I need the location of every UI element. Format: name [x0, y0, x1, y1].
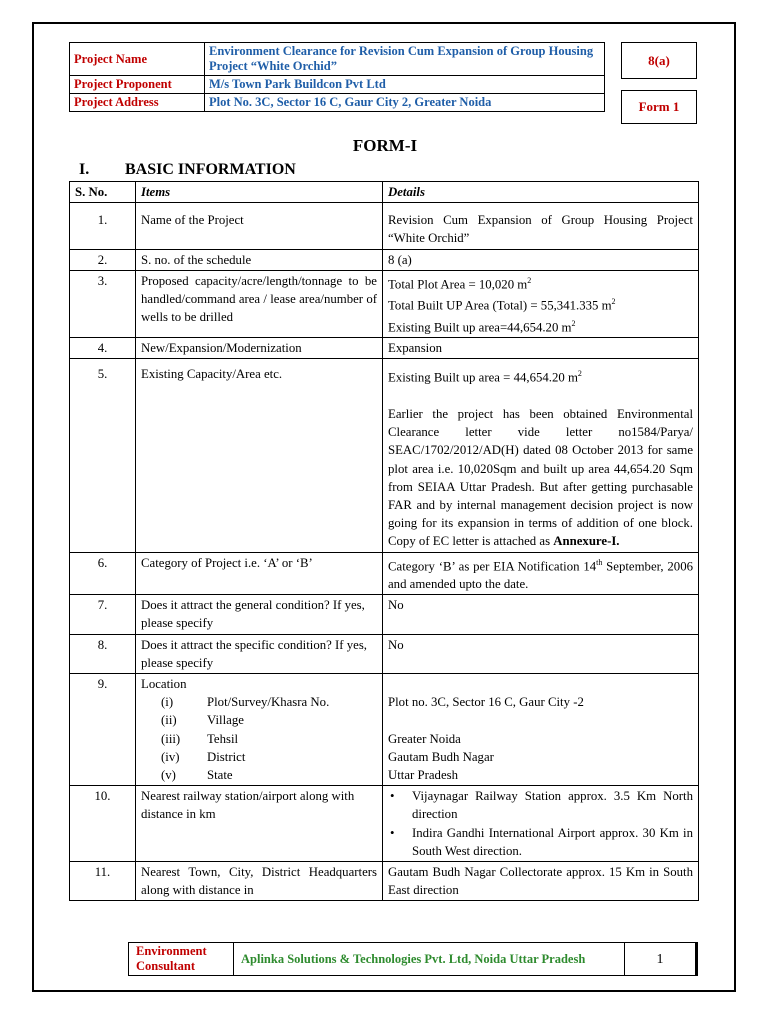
table-row: 10. Nearest railway station/airport along with distance in km • Vijaynagar Railway Station approx. 3.5 Km North direction • Indira Gandhi International Airport approx. 30 Km in South West direction. — [70, 786, 699, 862]
form-number: Form 1 — [622, 91, 697, 124]
table-row: 7. Does it attract the general condition? If yes, please specify No — [70, 595, 699, 634]
project-address-label: Project Address — [70, 94, 205, 112]
table-row: 1. Name of the Project Revision Cum Expansion of Group Housing Project “White Orchid” — [70, 203, 699, 249]
section-number: I. — [79, 161, 90, 178]
page-number: 1 — [625, 943, 697, 976]
table-row: 4. New/Expansion/Modernization Expansion — [70, 338, 699, 359]
bullet-icon: • — [390, 789, 395, 804]
table-row: 8. Does it attract the specific condition? If yes, please specify No — [70, 634, 699, 673]
col-header-items: Items — [136, 182, 383, 203]
schedule-number: 8(a) — [622, 43, 697, 79]
col-header-sno: S. No. — [70, 182, 136, 203]
table-row: 3. Proposed capacity/acre/length/tonnage to be handled/command area / lease area/number of wells to be drilled Total Plot Area = 10,020 $m^2$ Total Built UP Area (Total) = 55,341.335 $m^2$ Existing Built up area=44,654.20 $m^2$ — [70, 270, 699, 337]
schedule-box — [621, 42, 697, 124]
project-proponent-value: M/s Town Park Buildcon Pvt Ltd — [205, 76, 605, 94]
footer-label: Environment Consultant — [129, 943, 234, 976]
basic-information-table — [69, 181, 699, 901]
section-heading — [79, 161, 296, 179]
table-row: 11. Nearest Town, City, District Headquarters along with distance in Gautam Budh Nagar Collectorate approx. 15 Km in South East direction — [70, 862, 699, 901]
project-header-table — [69, 42, 605, 112]
project-address-value: Plot No. 3C, Sector 16 C, Gaur City 2, Greater Noida — [205, 94, 605, 112]
col-header-details: Details — [383, 182, 699, 203]
form-title: FORM-I — [352, 136, 418, 155]
section-title: BASIC INFORMATION — [125, 161, 296, 178]
footer-consultant: Aplinka Solutions & Technologies Pvt. Ltd, Noida Uttar Pradesh — [234, 943, 625, 976]
project-proponent-label: Project Proponent — [70, 76, 205, 94]
table-row: 6. Category of Project i.e. ‘A’ or ‘B’ Category ‘B’ as per EIA Notification 14th September, 2006 and amended upto the date. — [70, 552, 699, 595]
project-name-label: Project Name — [70, 43, 205, 76]
table-row: 2. S. no. of the schedule 8 (a) — [70, 249, 699, 270]
footer-table — [128, 942, 698, 976]
bullet-icon: • — [390, 825, 395, 840]
table-row: 5. Existing Capacity/Area etc. Existing Built up area = 44,654.20 $m^2$ Earlier the project has been obtained Environmental Clearance letter vide letter no1584/Parya/ SEAC/1702/2012/AD(H) dated 08 October 2013 for same plot area i.e. 10,020Sqm and built up area 44,654.20 Sqm from SEIAA Uttar Pradesh. But after getting purchasable FAR and by internal management decision project is now going for its expansion in terms of addition of one block. Copy of EC letter is attached as Annexure-I. — [70, 359, 699, 552]
table-row: 9. Location (i) Plot/Survey/Khasra No. (ii) Village (iii) Tehsil (iv) District (v) State Plot no. 3C, Sector 16 C, Gaur City -2 Greater Noida Gautam Budh Nagar Uttar Pradesh — [70, 674, 699, 786]
project-name-value: Environment Clearance for Revision Cum Expansion of Group Housing Project “White Orchid” — [205, 43, 605, 76]
